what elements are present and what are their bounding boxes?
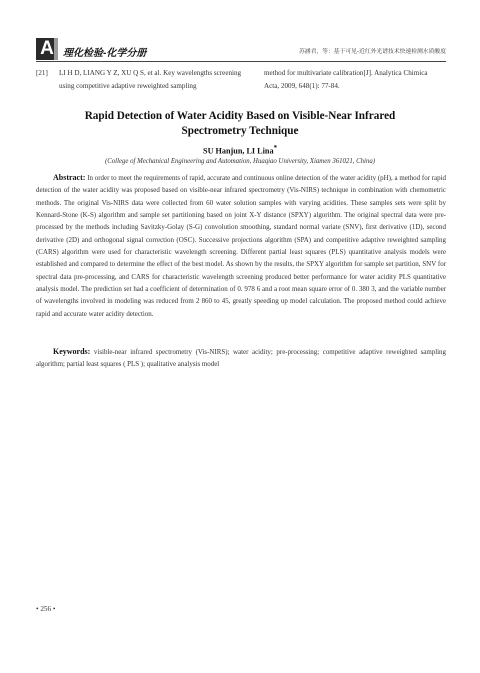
- keywords-label: Keywords:: [53, 347, 91, 356]
- reference-number: [21]: [36, 69, 48, 77]
- page-header: [36, 38, 446, 60]
- reference-continuation: [264, 67, 444, 92]
- author-affiliation: (College of Mechanical Engineering and Automation, Huaqiao University, Xiamen 361021, China): [104, 158, 375, 165]
- article-title: Rapid Detection of Water Acidity Based on Visible-Near Infrared Spectrometry Technique: [84, 110, 396, 137]
- reference-text-left: LI H D, LIANG Y Z, XU Q S, et al. Key wavelengths screening using competitive adaptive reweighted sampling: [59, 69, 242, 90]
- abstract-label: Abstract:: [53, 173, 86, 182]
- author-names: SU Hanjun, LI Lina: [203, 146, 274, 156]
- journal-name: 理化检验-化学分册: [63, 48, 147, 59]
- keywords-paragraph: [36, 346, 446, 371]
- page-number: • 256 •: [36, 605, 56, 613]
- corresponding-author-mark: *: [273, 145, 277, 152]
- logo-stripe: [54, 38, 58, 60]
- abstract-text: In order to meet the requirements of rapid, accurate and continuous online detection of the water acidity (pH), a method for rapid detection of the water acidity was proposed based on visible-near infrared spectrometry (Vis-NIRS) technique in combination with chemometric methods. The original Vis-NIRS data were collected from 60 water solution samples with varying acidities. These samples sets were split by Kennard-Stone (K-S) algorithm and sample set partitioning based on joint X-Y distance (SPXY) algorithm. The original spectral data were pre-processed by the methods including Savitzky-Golay (S-G) convolution smoothing, standard normal variate (SNV), first derivative (1D), second derivative (2D) and orthogonal signal correction (OSC). Successive projections algorithm (SPA) and competitive adaptive reweighted sampling (CARS) algorithm were used for characteristic wavelength screening. Different partial least squares (PLS) quantitative analysis models were established and compared to determine the effect of the best model. As shown by the results, the SPXY algorithm for sample set partition, SNV for spectral data pre-processing, and CARS for characteristic wavelength screening produced better performance for water acidity PLS quantitative analysis model. The prediction set had a coefficient of determination of 0. 978 6 and a root mean square error of 0. 380 3, and the variable number of wavelengths involved in modeling was reduced from 2 860 to 45, greatly speeding up model calculation. The proposed method could achieve rapid and accurate water acidity detection.: [36, 174, 447, 318]
- keywords-text: visible-near infrared spectrometry (Vis-NIRS); water acidity; pre-processing; competitive adaptive reweighted sampling algorithm; partial least squares ( PLS ); qualitative analysis model: [36, 348, 446, 369]
- logo-letter: A: [40, 38, 54, 59]
- running-title: 苏涵君，等：基于可见-近红外光谱技术快速检测水质酸度: [298, 49, 446, 55]
- article-authors: [60, 145, 420, 156]
- reference-entry-21: [36, 67, 244, 92]
- reference-text-right: method for multivariate calibration[J]. Analytica Chimica Acta, 2009, 648(1): 77-84.: [264, 69, 428, 90]
- header-rule: [36, 61, 446, 62]
- abstract-paragraph: [36, 172, 446, 320]
